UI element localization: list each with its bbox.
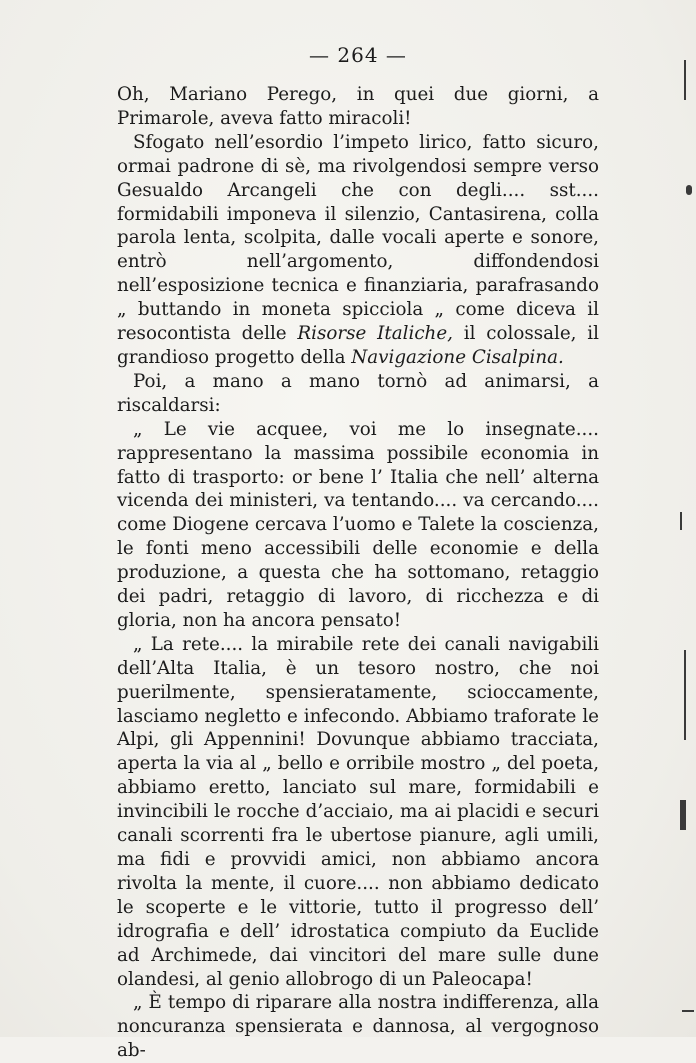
paragraph-4 bbox=[117, 418, 599, 633]
scan-edge-mark bbox=[682, 1010, 694, 1012]
paragraph-2-run-3: il colossale, il grandioso progetto della bbox=[117, 323, 599, 368]
paragraph-5 bbox=[117, 633, 599, 992]
paragraph-6-run-1: „ È tempo di riparare alla nostra indifferenza, alla noncuranza spensierata e dannosa, al vergognoso ab- bbox=[117, 992, 599, 1062]
page-number: — 264 — bbox=[309, 43, 407, 67]
scan-edge-mark bbox=[684, 60, 686, 100]
paragraph-4-run-1: „ Le vie acquee, voi me lo insegnate.... rappresentano la massima possibile economia in fatto di trasporto: or bene l’ Italia che nell’ alterna vicenda dei ministeri, va tentando.... va cercando.... come Diogene cercava l’uomo e Talete la coscienza, le fonti meno accessibili delle economie e della produzione, a questa che ha sottomano, retaggio dei padri, retaggio di lavoro, di ricchezza e di gloria, non ha ancora pensato! bbox=[117, 418, 599, 631]
paragraph-1 bbox=[117, 83, 599, 131]
scan-edge-mark bbox=[680, 800, 686, 830]
scan-edge-mark bbox=[684, 650, 686, 740]
paragraph-3-run-1: Poi, a mano a mano tornò ad animarsi, a riscaldarsi: bbox=[117, 370, 599, 416]
scan-edge-mark bbox=[686, 185, 692, 195]
body-text bbox=[117, 83, 599, 1063]
paragraph-6 bbox=[117, 991, 599, 1063]
paragraph-1-run-1: Oh, Mariano Perego, in quei due giorni, a Primarole, aveva fatto miracoli! bbox=[117, 84, 599, 129]
navigazione-cisalpina-title: Navigazione Cisalpina. bbox=[351, 346, 564, 368]
paragraph-2-run-1: Sfogato nell’esordio l’impeto lirico, fatto sicuro, ormai padrone di sè, ma rivolgendosi sempre verso Gesualdo Arcangeli che con degli.... sst.... formidabili imponeva il silenzio, Cantasirena, colla parola lenta, scolpita, dalle vocali aperte e sonore, entrò nell’argomento, diffondendosi nell’esposizione tecnica e finanziaria, parafrasando „ buttando in moneta spicciola „ come diceva il resocontista delle bbox=[117, 131, 599, 345]
risorse-italiche-title: Risorse Italiche, bbox=[297, 323, 453, 345]
paragraph-3 bbox=[117, 370, 599, 418]
scan-edge-mark bbox=[680, 512, 682, 530]
paragraph-5-run-1: „ La rete.... la mirabile rete dei canali navigabili dell’Alta Italia, è un tesoro nostro, che noi puerilmente, spensieratamente, scioccamente, lasciamo negletto e infecondo. Abbiamo traforate le Alpi, gli Appennini! Dovunque abbiamo tracciata, aperta la via al „ bello e orribile mostro „ del poeta, abbiamo eretto, lanciato sul mare, formidabili e invincibili le rocche d’acciaio, ma ai placidi e securi canali scorrenti fra le ubertose pianure, agli umili, ma fidi e provvidi amici, non abbiamo ancora rivolta la mente, il cuore.... non abbiamo dedicato le scoperte e le vittorie, tutto il progresso dell’ idrografia e dell’ idrostatica compiuto da Euclide ad Archimede, dai vincitori del mare sulle dune olandesi, al genio allobrogo di un Paleocapa! bbox=[117, 633, 599, 990]
paragraph-2 bbox=[117, 131, 599, 370]
